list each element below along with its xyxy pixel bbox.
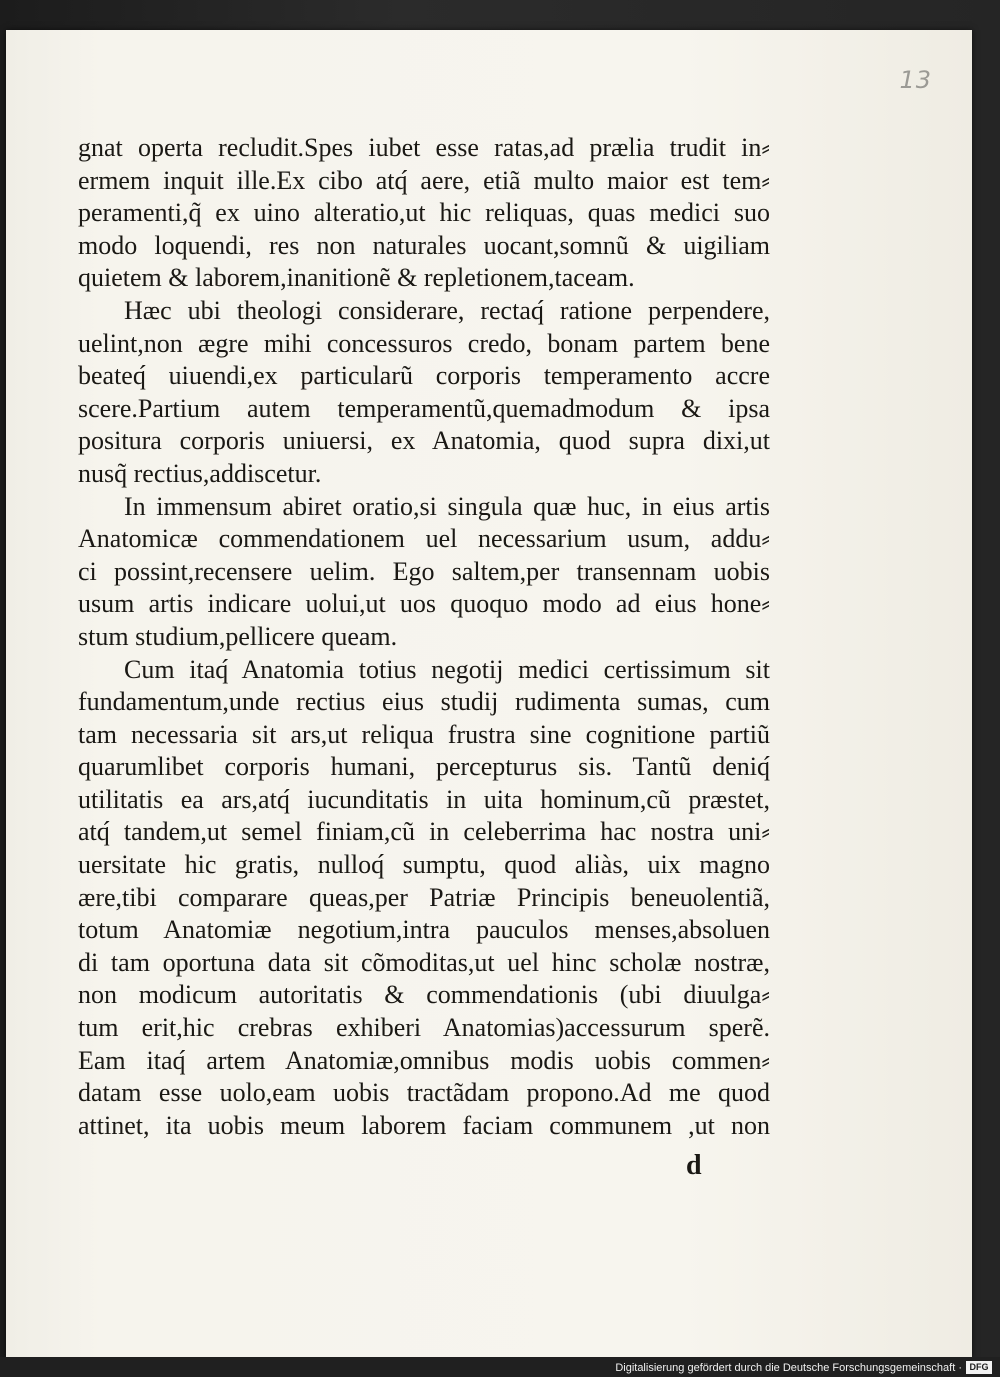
text-line: attinet, ita uobis meum laborem faciam communem ,ut non bbox=[78, 1110, 770, 1140]
text-line: atq́ tandem,ut semel finiam,cũ in celeberrima hac nostra uni⸗ bbox=[78, 817, 770, 847]
text-line: di tam oportuna data sit cõmoditas,ut uel hinc scholæ nostræ, bbox=[78, 947, 770, 977]
text-line: gnat operta recludit.Spes iubet esse ratas,ad prælia trudit in⸗ bbox=[78, 133, 770, 162]
signature-mark: d bbox=[686, 1150, 702, 1181]
text-line: fundamentum,unde rectius eius studij rudimenta sumas, cum bbox=[78, 687, 770, 717]
text-line: positura corporis uniuersi, ex Anatomia, quod supra dixi,ut bbox=[78, 426, 770, 456]
text-line: In immensum abiret oratio,si singula quæ huc, in eius artis bbox=[124, 491, 770, 521]
text-line: quarumlibet corporis humani, percepturus sis. Tantũ deniq́ bbox=[78, 752, 770, 782]
text-line: tam necessaria sit ars,ut reliqua frustra sine cognitione partiũ bbox=[78, 719, 770, 749]
text-line: ci possint,recensere uelim. Ego saltem,per transennam uobis bbox=[78, 556, 770, 586]
text-line: datam esse uolo,eam uobis tractãdam propono.Ad me quod bbox=[78, 1078, 770, 1108]
body-text bbox=[78, 132, 778, 1142]
text-line: ermem inquit ille.Ex cibo atq́ aere, etiã multo maior est tem⸗ bbox=[78, 165, 770, 195]
footer-bar bbox=[0, 1357, 1000, 1377]
text-line: scere.Partium autem temperamentũ,quemadmodum & ipsa bbox=[78, 393, 770, 423]
text-line: ære,tibi comparare queas,per Patriæ Principis beneuolentiã, bbox=[78, 882, 770, 912]
text-line: peramenti,q̃ ex uino alteratio,ut hic reliquas, quas medici suo bbox=[78, 198, 770, 228]
text-line: Anatomicæ commendationem uel necessarium usum, addu⸗ bbox=[78, 524, 770, 554]
text-line: utilitatis ea ars,atq́ iucunditatis in uita hominum,cũ præstet, bbox=[78, 784, 770, 814]
text-line: stum studium,pellicere queam. bbox=[78, 621, 398, 651]
funding-credit: Digitalisierung gefördert durch die Deutsche Forschungsgemeinschaft · bbox=[615, 1362, 962, 1374]
book-page bbox=[6, 30, 972, 1358]
text-line: uersitate hic gratis, nulloq́ sumptu, quod aliàs, uix magno bbox=[78, 850, 770, 880]
text-line: non modicum autoritatis & commendationis (ubi diuulga⸗ bbox=[78, 980, 770, 1010]
text-line: beateq́ uiuendi,ex particularũ corporis temperamento accre bbox=[78, 361, 770, 391]
text-line: tum erit,hic crebras exhiberi Anatomias)accessurum sperẽ. bbox=[78, 1013, 770, 1043]
text-line: quietem & laborem,inanitionẽ & repletionem,taceam. bbox=[78, 263, 635, 293]
text-line: Cum itaq́ Anatomia totius negotij medici certissimum sit bbox=[124, 654, 770, 684]
text-line: uelint,non ægre mihi concessuros credo, bonam partem bene bbox=[78, 328, 770, 358]
text-line: modo loquendi, res non naturales uocant,somnũ & uigiliam bbox=[78, 230, 770, 260]
text-line: Eam itaq́ artem Anatomiæ,omnibus modis uobis commen⸗ bbox=[78, 1045, 770, 1075]
folio-number: 13 bbox=[899, 66, 932, 94]
text-line: usum artis indicare uolui,ut uos quoquo modo ad eius hone⸗ bbox=[78, 589, 770, 619]
dfg-logo: DFG bbox=[966, 1361, 992, 1374]
text-line: totum Anatomiæ negotium,intra pauculos menses,absoluen bbox=[78, 915, 770, 945]
text-line: nusq̃ rectius,addiscetur. bbox=[78, 458, 322, 488]
text-line: Hæc ubi theologi considerare, rectaq́ ratione perpendere, bbox=[124, 295, 770, 325]
